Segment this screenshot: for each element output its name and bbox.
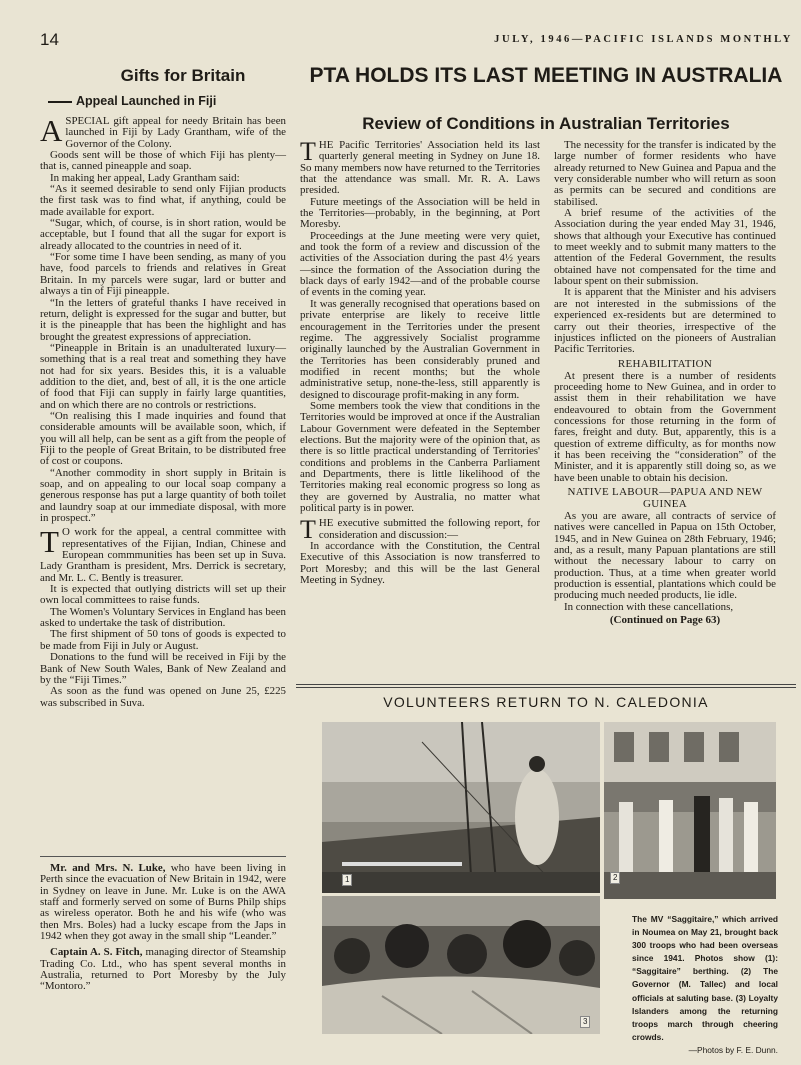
photo-saluting-base xyxy=(604,722,776,899)
gifts-para: Donations to the fund will be received in Fiji by the Bank of New South Wales, Bank of New Zealand and by the “Fiji Times.” xyxy=(40,651,286,686)
pta-para: The necessity for the transfer is indicated by the large number of former residents who have already returned to New Guinea and Papua and the very considerable number who will return as soon as permits can be secured and conditions are stabilised. xyxy=(554,139,776,208)
volunteers-headline: VOLUNTEERS RETURN TO N. CALEDONIA xyxy=(383,694,709,710)
photo-credit: —Photos by F. E. Dunn. xyxy=(688,1044,778,1055)
gifts-para: The Women's Voluntary Services in England has been asked to undertake the task of distribution. xyxy=(40,605,286,630)
pta-headline: PTA HOLDS ITS LAST MEETING IN AUSTRALIA xyxy=(309,64,783,87)
journal-title: JULY, 1946—PACIFIC ISLANDS MONTHLY xyxy=(494,34,793,45)
gifts-para: It is expected that outlying districts will set up their own local committees to raise funds. xyxy=(40,583,286,607)
person-name: Mr. and Mrs. N. Luke, xyxy=(50,862,166,874)
pta-para: Proceedings at the June meeting were very quiet, and took the form of a review and discussion of the activities of the Association during the past 4½ years—since the formation of the Association during the black days of early 1942—and of the probable course of events in the coming year. xyxy=(300,229,540,299)
gifts-para: ASPECIAL gift appeal for needy Britain has been launched in Fiji by Lady Grantham, wife of the Governor of the Colony. xyxy=(40,113,286,150)
personal-notes xyxy=(40,862,286,993)
gifts-body xyxy=(40,113,286,709)
pta-para: It is apparent that the Minister and his advisers are not interested in the submissions of the experienced ex-residents but are determined to carry out their theories, irrespective of the injustices inflicted on the pioneers of Australian Pacific Territories. xyxy=(554,286,776,356)
gifts-para: The first shipment of 50 tons of goods is expected to be made from Fiji in July or August. xyxy=(40,628,286,652)
gifts-para: As soon as the fund was opened on June 25, £225 was subscribed in Suva. xyxy=(40,685,286,709)
gifts-para: In making her appeal, Lady Grantham said: xyxy=(50,171,240,184)
divider xyxy=(296,684,796,685)
photo-caption xyxy=(632,913,778,1057)
drop-cap: A xyxy=(40,113,63,148)
drop-cap: T xyxy=(40,524,59,560)
photo-march xyxy=(322,896,600,1034)
pta-para: Future meetings of the Association will be held in the Territories—probably, in the beginning, at Port Moresby. xyxy=(300,195,540,231)
gifts-para: “Sugar, which, of course, is in short ration, would be acceptable, but I found that all the sugar for export is already allocated to the countries in need of it. xyxy=(40,217,286,252)
pta-para: In accordance with the Constitution, the Central Executive of this Association is now transferred to Port Moresby; and this will be the last General Meeting in Sydney. xyxy=(300,540,540,587)
pta-para: It was generally recognised that operations based on private enterprise are likely to receive little encouragement in the Territories under the present regime. The aggressively Socialist programme originally launched by the Australian Government in the Territories has been considerably pruned and modified in recent months; but the whole administrative setup, none-the-less, still apparently is designed to discourage profit-making in any form. xyxy=(300,297,540,401)
photo-tag: 2 xyxy=(610,872,620,884)
photo-ship-berthing xyxy=(322,722,600,893)
pta-para: At present there is a number of residents proceeding home to New Guinea, and in order to assist them in their rehabilitation we have endeavoured to obtain from the Government concessions for those returning in the form of fares, freight and duty. But, apparently, this is a question of extreme difficulty, as for months now it has been receiving the “consideration” of the Minister, and it is apparently still doing so, as we have been unable to obtain his decision. xyxy=(554,369,776,484)
gifts-para: “Pineapple in Britain is an unadulterated luxury—something that is a real treat and something they have not had for six years. Besides this, it is a valuable addition to the diet, and, best of all, it is the one article of food that Fiji can supply in fairly large quantities, and on which there are no controls or restrictions. xyxy=(40,341,286,411)
gifts-para: “On realising this I made inquiries and found that considerable amounts will be available soon, which, if you will all help, can be sent as a gift from the people of Fiji to the people of Great Britain, to be distributed free of cost or coupons. xyxy=(40,409,286,468)
photo-tag: 1 xyxy=(342,874,352,886)
caption-text: The MV “Saggitaire,” which arrived in Noumea on May 21, brought back 300 troops who had been overseas since 1941. Photos show (1): “Saggitaire” berthing. (2) The Governor (M. Tallec) and local officials at saluting base. (3) Loyalty Islanders among the returning troops march through cheering crowds. xyxy=(632,914,778,1042)
pta-para: As you are aware, all contracts of service of natives were cancelled in Papua on 15th October, 1945, and in New Guinea on 28th February, 1946; and, as a result, many Papuan plantations are still without the necessary labour to carry on production. Thus, at a time when greater world production is essential, plantations which could be producing much needed products, lie idle. xyxy=(554,509,776,602)
gifts-subtitle-text: Appeal Launched in Fiji xyxy=(76,94,217,108)
drop-cap: T xyxy=(300,137,316,166)
pta-para: THE Pacific Territories' Association held its last quarterly general meeting in Sydney on June 18. So many members now have returned to the Territories that the attendance was small. Mr. R. A. Laws presided. xyxy=(300,137,540,197)
personal-item: Mr. and Mrs. N. Luke, who have been living in Perth since the evacuation of New Britain in 1942, were in Sydney on leave in June. Mr. Luke is on the AWA staff and formerly served on some of Burns Philp ships as wireless operator. Both he and his wife (who was then Mrs. Boles) had a lucky escape from the Japs in 1942 when they got away in the small ship “Leander.” xyxy=(40,862,286,943)
gifts-article xyxy=(40,64,286,709)
drop-cap: T xyxy=(300,515,316,545)
photo-tag: 3 xyxy=(580,1016,590,1028)
pta-column-2 xyxy=(554,140,776,626)
gifts-headline: Gifts for Britain xyxy=(120,66,246,85)
gifts-para: “In the letters of grateful thanks I have received in return, delight is expressed for the sugar and butter, but it is the pineapple that has been the highlight and has brought the greatest expressions of appreciation. xyxy=(40,296,286,343)
pta-para: THE executive submitted the following report, for consideration and discussion:— xyxy=(300,515,540,545)
dash-rule xyxy=(48,101,72,103)
gifts-para: “For some time I have been sending, as many of you have, food parcels to friends and relatives in Great Britain. In my parcels were sugar, lard or butter and always a tin of Fiji pineapple. xyxy=(40,251,286,298)
page-number: 14 xyxy=(40,30,59,49)
pta-para: Some members took the view that conditions in the Territories would be improved at once if the Australian Labour Government were defeated in the September elections. But the majority were of the opinion that, as there is so little practical understanding of Territories' conditions and problems in the Canberra Parliament and Departments, there is little likelihood of the Territories making real economic progress so long as they are governed by Australia, no matter what political party is in power. xyxy=(300,399,540,514)
gifts-para: “Another commodity in short supply in Britain is soap, and on appealing to our local soap company a generous response has put a large quantity of both toilet and laundry soap at our immediate disposal, with more in prospect.” xyxy=(40,466,286,525)
gifts-para: T O work for the appeal, a central committee with representatives of the Fijian, Indian, Chinese and European commmunities has been set up in Suva. Lady Grantham is president, Mrs. Derrick is secretary, and Mr. L. C. Bently is treasurer. xyxy=(40,524,286,584)
pta-subheadline: Review of Conditions in Australian Territories xyxy=(362,114,730,133)
divider xyxy=(40,856,286,857)
person-name: Captain A. S. Fitch, xyxy=(50,946,143,959)
gifts-para: Goods sent will be those of which Fiji has plenty—that is, canned pineapple and soap. xyxy=(40,149,286,173)
pta-para: A brief resume of the activities of the Association during the year ended May 31, 1946, shows that although your Executive has continued to meet weekly and to submit many matters to the attention of the Federal Government, the results obtained have not compensated for the time and labour spent on their submission. xyxy=(554,207,776,288)
running-header xyxy=(0,30,801,52)
divider xyxy=(296,687,796,688)
gifts-para: “As it seemed desirable to send only Fijian products the first task was to find what, if anything, could be made available for export. xyxy=(40,183,286,218)
section-heading: REHABILITATION xyxy=(617,357,713,370)
pta-para: In connection with these cancellations, xyxy=(564,600,734,613)
section-heading: NATIVE LABOUR—PAPUA AND NEW GUINEA xyxy=(567,485,763,510)
personal-item: Captain A. S. Fitch, managing director of Steamship Trading Co. Ltd., who has spent several months in Australia, returned to Port Moresby by the July “Montoro.” xyxy=(40,946,286,993)
continued-note: (Continued on Page 63) xyxy=(609,614,721,627)
gifts-subheadline xyxy=(40,94,286,108)
pta-column-1 xyxy=(300,137,540,587)
